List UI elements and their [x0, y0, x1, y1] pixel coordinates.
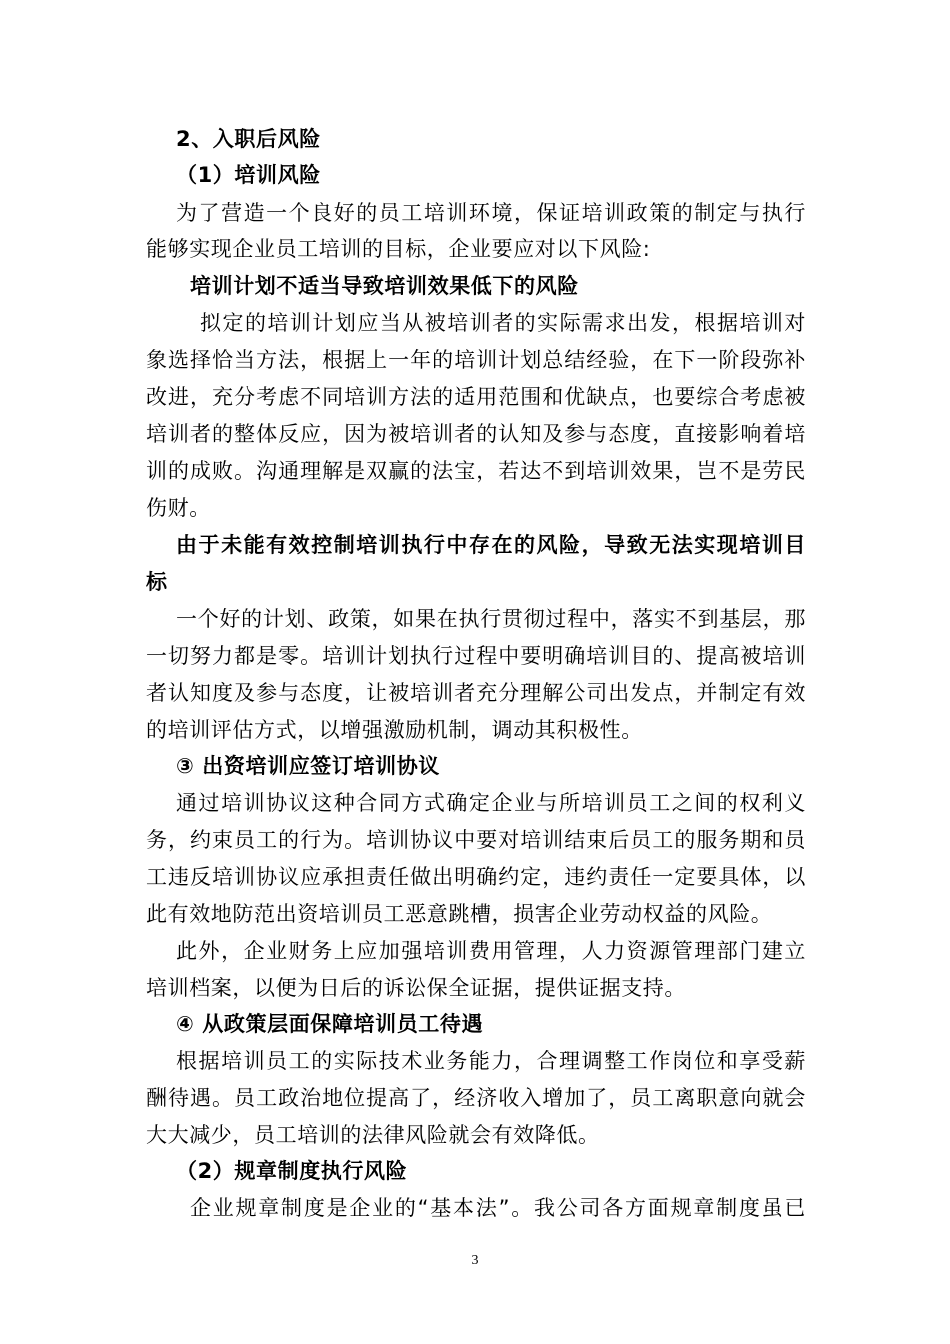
numbered-heading: ③ 出资培训应签订培训协议 [176, 754, 440, 778]
paragraph-line: 伤财。 [146, 496, 211, 520]
subsection-heading: （2）规章制度执行风险 [176, 1159, 408, 1183]
paragraph-line: 此有效地防范出资培训员工恶意跳槽，损害企业劳动权益的风险。 [146, 902, 773, 926]
paragraph-line: 培训者的整体反应，因为被培训者的认知及参与态度，直接影响着培 [146, 422, 806, 446]
paragraph-line: 根据培训员工的实际技术业务能力，合理调整工作岗位和享受薪 [176, 1049, 806, 1073]
paragraph-line: 拟定的培训计划应当从被培训者的实际需求出发，根据培训对 [200, 311, 806, 335]
risk-heading: 标 [146, 570, 168, 594]
paragraph-line: 此外，企业财务上应加强培训费用管理，人力资源管理部门建立 [176, 939, 806, 963]
paragraph-line: 务，约束员工的行为。培训协议中要对培训结束后员工的服务期和员 [146, 828, 806, 852]
risk-heading: 由于未能有效控制培训执行中存在的风险，导致无法实现培训目 [176, 533, 806, 557]
paragraph-line: 的培训评估方式，以增强激励机制，调动其积极性。 [146, 718, 643, 742]
paragraph-line: 改进，充分考虑不同培训方法的适用范围和优缺点，也要综合考虑被 [146, 385, 806, 409]
paragraph-line: 象选择恰当方法，根据上一年的培训计划总结经验，在下一阶段弥补 [146, 348, 806, 372]
paragraph-line: 为了营造一个良好的员工培训环境，保证培训政策的制定与执行 [176, 201, 806, 225]
paragraph-line: 大大减少，员工培训的法律风险就会有效降低。 [146, 1123, 600, 1147]
paragraph-line: 者认知度及参与态度，让被培训者充分理解公司出发点，并制定有效 [146, 681, 806, 705]
subsection-heading: （1）培训风险 [176, 163, 321, 187]
paragraph-line: 企业规章制度是企业的“基本法”。我公司各方面规章制度虽已 [190, 1196, 806, 1220]
paragraph-line: 培训档案，以便为日后的诉讼保全证据，提供证据支持。 [146, 976, 686, 1000]
risk-heading: 培训计划不适当导致培训效果低下的风险 [190, 274, 579, 298]
paragraph-line: 工违反培训协议应承担责任做出明确约定，违约责任一定要具体，以 [146, 865, 806, 889]
paragraph-line: 能够实现企业员工培训的目标，企业要应对以下风险: [146, 237, 651, 261]
paragraph-line: 一个好的计划、政策，如果在执行贯彻过程中，落实不到基层，那 [176, 607, 806, 631]
paragraph-line: 训的成败。沟通理解是双赢的法宝，若达不到培训效果，岂不是劳民 [146, 459, 806, 483]
paragraph-line: 酬待遇。员工政治地位提高了，经济收入增加了，员工离职意向就会 [146, 1086, 806, 1110]
paragraph-line: 一切努力都是零。培训计划执行过程中要明确培训目的、提高被培训 [146, 644, 806, 668]
paragraph-line: 通过培训协议这种合同方式确定企业与所培训员工之间的权利义 [176, 791, 806, 815]
page-number: 3 [471, 1253, 479, 1268]
numbered-heading: ④ 从政策层面保障培训员工待遇 [176, 1012, 484, 1036]
section-heading: 2、入职后风险 [176, 127, 321, 151]
